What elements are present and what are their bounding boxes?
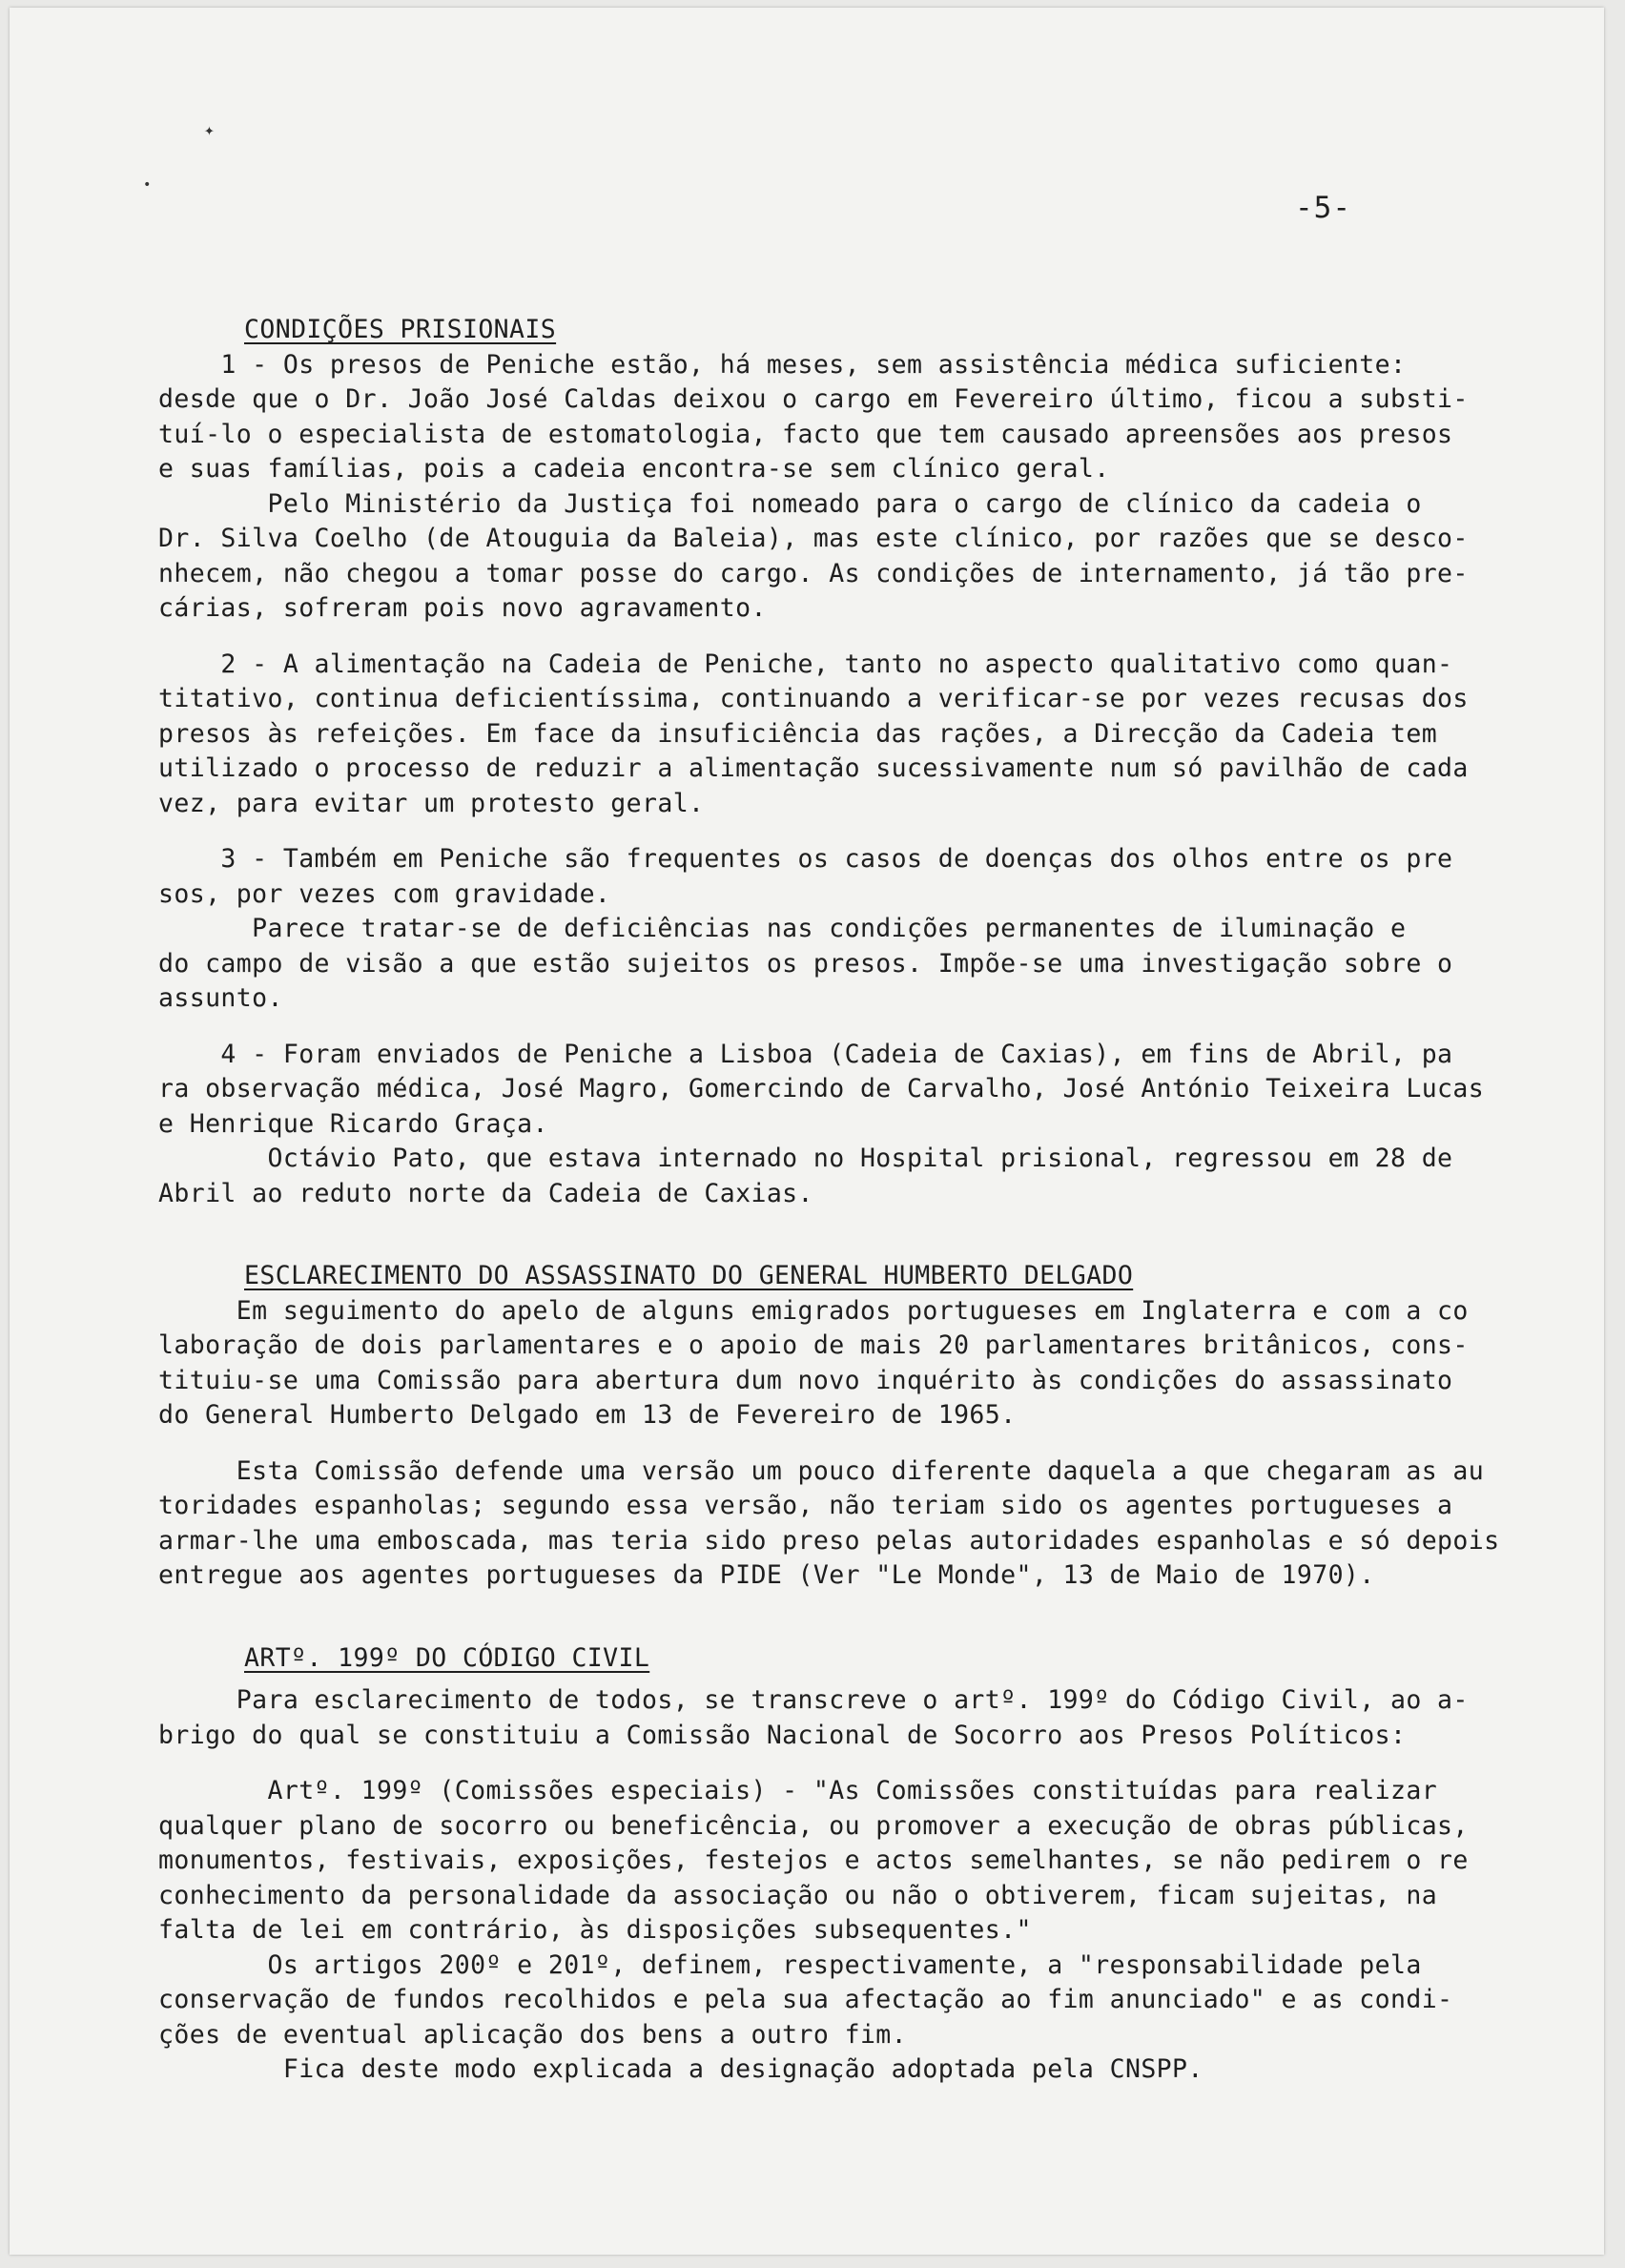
text-line: qualquer plano de socorro ou beneficência, ou promover a execução de obras públicas, xyxy=(158,1810,1469,1841)
text-line: do General Humberto Delgado em 13 de Fevereiro de 1965. xyxy=(158,1400,1017,1430)
text-line: 2 - A alimentação na Cadeia de Peniche, tanto no aspecto qualitativo como quan- xyxy=(158,649,1453,679)
text-line: brigo do qual se constituiu a Comissão Nacional de Socorro aos Presos Políticos: xyxy=(158,1720,1407,1750)
paragraph xyxy=(158,1038,1490,1212)
ink-spot: ✦ xyxy=(204,120,215,140)
text-line: Os artigos 200º e 201º, definem, respectivamente, a "responsabilidade pela xyxy=(158,1949,1422,1980)
text-line: vez, para evitar um protesto geral. xyxy=(158,788,705,818)
paragraph xyxy=(158,348,1490,487)
text-line: e suas famílias, pois a cadeia encontra-se sem clínico geral. xyxy=(158,454,1110,484)
text-line: Octávio Pato, que estava internado no Hospital prisional, regressou em 28 de xyxy=(158,1144,1453,1173)
text-line: Fica deste modo explicada a designação adoptada pela CNSPP. xyxy=(158,2054,1203,2084)
text-line: utilizado o processo de reduzir a alimentação sucessivamente num só pavilhão de cada xyxy=(158,753,1469,783)
text-line: tituiu-se uma Comissão para abertura dum novo inquérito às condições do assassinato xyxy=(158,1365,1453,1395)
text-line: ções de eventual aplicação dos bens a outro fim. xyxy=(158,2019,908,2050)
section-heading-prison-conditions: CONDIÇÕES PRISIONAIS xyxy=(244,315,557,344)
text-line: ra observação médica, José Magro, Gomercindo de Carvalho, José António Teixeira Lucas xyxy=(158,1074,1485,1103)
text-line: conservação de fundos recolhidos e pela sua afectação ao fim anunciado" e as condi- xyxy=(158,1985,1453,2014)
document-page xyxy=(10,8,1604,2255)
text-line: Dr. Silva Coelho (de Atouguia da Baleia), mas este clínico, por razões que se desco- xyxy=(158,524,1469,553)
paragraph xyxy=(158,1774,1490,2088)
text-line: 4 - Foram enviados de Peniche a Lisboa (Cadeia de Caxias), em fins de Abril, pa xyxy=(158,1039,1453,1069)
text-line: falta de lei em contrário, às disposições subsequentes." xyxy=(158,1915,1032,1945)
text-line: 1 - Os presos de Peniche estão, há meses, sem assistência médica suficiente: xyxy=(158,349,1407,380)
text-line: sos, por vezes com gravidade. xyxy=(158,878,611,909)
text-line: 3 - Também em Peniche são frequentes os casos de doenças dos olhos entre os pre xyxy=(158,844,1453,874)
text-line: Pelo Ministério da Justiça foi nomeado para o cargo de clínico da cadeia o xyxy=(158,488,1422,519)
text-line: tuí-lo o especialista de estomatologia, facto que tem causado apreensões aos presos xyxy=(158,419,1453,449)
document-body xyxy=(158,313,1500,2088)
text-line: Esta Comissão defende uma versão um pouco diferente daquela a que chegaram as au xyxy=(158,1455,1485,1486)
text-line: toridades espanholas; segundo essa versão, não teriam sido os agentes portugueses a xyxy=(158,1491,1453,1520)
text-line: Para esclarecimento de todos, se transcreve o artº. 199º do Código Civil, ao a- xyxy=(158,1685,1469,1715)
text-line: conhecimento da personalidade da associação ou não o obtiverem, ficam sujeitas, na xyxy=(158,1880,1438,1910)
text-line: Artº. 199º (Comissões especiais) - "As Comissões constituídas para realizar xyxy=(158,1776,1438,1805)
text-line: monumentos, festivais, exposições, festejos e actos semelhantes, se não pedirem o re xyxy=(158,1845,1469,1875)
text-line: laboração de dois parlamentares e o apoio de mais 20 parlamentares britânicos, cons- xyxy=(158,1330,1469,1360)
paragraph xyxy=(158,1683,1490,1753)
text-line: cárias, sofreram pois novo agravamento. xyxy=(158,593,767,623)
text-line: presos às refeições. Em face da insuficiência das rações, a Direcção da Cadeia tem xyxy=(158,718,1438,749)
page-number: -5- xyxy=(1295,191,1351,225)
text-line: assunto. xyxy=(158,983,283,1013)
ink-dot: • xyxy=(143,177,152,193)
text-line: nhecem, não chegou a tomar posse do cargo. As condições de internamento, já tão pre- xyxy=(158,558,1469,588)
text-line: e Henrique Ricardo Graça. xyxy=(158,1108,548,1139)
paragraph xyxy=(158,1454,1500,1594)
text-line: Em seguimento do apelo de alguns emigrados portugueses em Inglaterra e com a co xyxy=(158,1295,1469,1326)
text-line: titativo, continua deficientíssima, continuando a verificar-se por vezes recusas dos xyxy=(158,684,1469,713)
paragraph xyxy=(158,487,1490,627)
text-line: entregue aos agentes portugueses da PIDE (Ver "Le Monde", 13 de Maio de 1970). xyxy=(158,1560,1375,1590)
text-line: Parece tratar-se de deficiências nas condições permanentes de iluminação e xyxy=(158,914,1407,943)
text-line: desde que o Dr. João José Caldas deixou o cargo em Fevereiro último, ficou a substi- xyxy=(158,384,1469,414)
paragraph xyxy=(158,1294,1490,1433)
section-heading-delgado: ESCLARECIMENTO DO ASSASSINATO DO GENERAL HUMBERTO DELGADO xyxy=(244,1261,1134,1290)
paragraph xyxy=(158,842,1490,1017)
section-heading-civil-code: ARTº. 199º DO CÓDIGO CIVIL xyxy=(244,1642,650,1673)
paragraph xyxy=(158,648,1490,822)
text-line: armar-lhe uma emboscada, mas teria sido preso pelas autoridades espanholas e só depois xyxy=(158,1525,1500,1556)
text-line: do campo de visão a que estão sujeitos os presos. Impõe-se uma investigação sobre o xyxy=(158,948,1453,979)
text-line: Abril ao reduto norte da Cadeia de Caxias. xyxy=(158,1178,813,1208)
